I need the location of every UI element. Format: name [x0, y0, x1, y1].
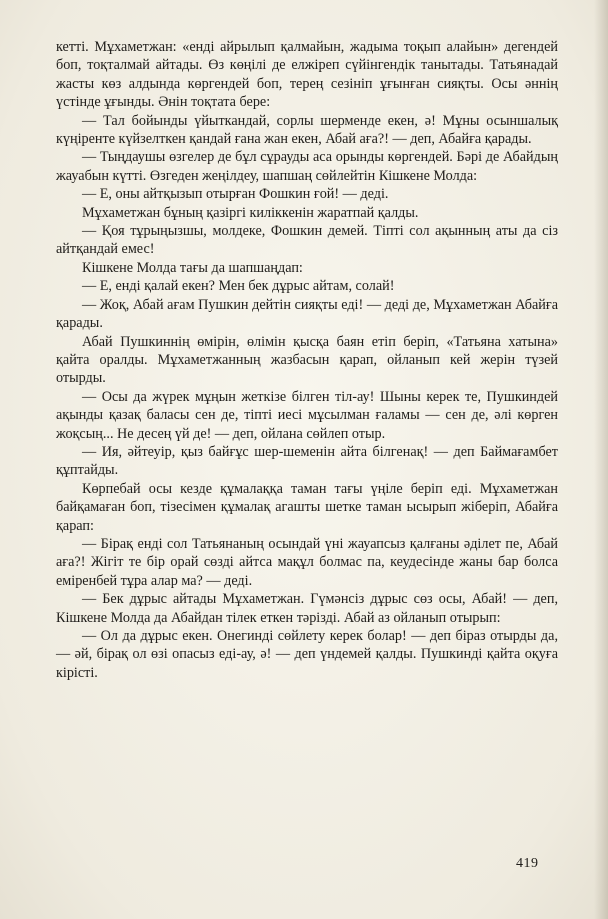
- paragraph: — Ия, әйтеуір, қыз байғұс шер-шеменін айта білгенақ! — деп Баймағамбет құптайды.: [56, 443, 558, 479]
- paragraph: — Осы да жүрек мұңын жеткізе білген тіл-ау! Шыны керек те, Пушкиндей ақынды қазақ баласы сен де, тіпті иесі мұсылман ғаламы — сен де, әлі көрген жоқсың... Не десең үй де! — деп, ойлана сөйлеп отыр.: [56, 388, 558, 442]
- paragraph: — Жоқ, Абай ағам Пушкин дейтін сияқты еді! — деді де, Мұхаметжан Абайға қарады.: [56, 296, 558, 332]
- paragraph: Көрпебай осы кезде құмалаққа таман тағы үңіле беріп еді. Мұхаметжан байқамаған боп, тізесімен құмалақ агашты шетке таман ысырып жіберіп, Абайға қарап:: [56, 480, 558, 534]
- paragraph: — Бірақ енді сол Татьянаның осындай үні жауапсыз қалғаны әділет пе, Абай аға?! Жігіт те бір орай сөзді айтса мақұл болмас па, кеудесінде жаны бар болса еміренбей тұра алар ма? — деді.: [56, 535, 558, 589]
- page-text: [56, 38, 558, 682]
- paragraph: — Қоя тұрыңызшы, молдеке, Фошкин демей. Тіпті сол ақынның аты да сіз айтқандай емес!: [56, 223, 558, 258]
- paragraph: — Тал бойынды үйыткандай, сорлы шерменде екен, ә! Мұны осыншалық күңіренте күйзелткен қандай ғана жан екен, Абай аға?! — деп, Абайға қарады.: [56, 112, 558, 148]
- paragraph: кетті. Мұхаметжан: «енді айрылып қалмайын, жадыма тоқып алайын» дегендей боп, тоқталмай айтады. Өз көңілі де елжіреп сүйінгендік танытады. Татьянадай жасты көз алдында көргендей боп, терең сезініп ұғынған сияқты. Осы әннің үстінде ұғынды. Әнін тоқтата бере:: [56, 39, 558, 111]
- page-edge-shadow: [594, 0, 608, 919]
- paragraph: Кішкене Молда тағы да шапшаңдап:: [82, 259, 303, 276]
- paragraph: — Бек дұрыс айтады Мұхаметжан. Гүмәнсіз дұрыс сөз осы, Абай! — деп, Кішкене Молда да Абайдан тілек еткен тәрізді. Абай аз ойланып отырып:: [56, 591, 558, 626]
- paragraph: — Е, оны айтқызып отырған Фошкин ғой! — деді.: [82, 186, 389, 203]
- paragraph: — Ол да дұрыс екен. Онегинді сөйлету керек болар! — деп біраз отырды да, — әй, бірақ ол өзі опасыз еді-ау, ә! — деп үндемей қалды. Пушкинді қайта оқуға кірісті.: [56, 628, 558, 681]
- paragraph: Абай Пушкиннің өмірін, өлімін қысқа баян етіп беріп, «Татьяна хатына» қайта оралды. Мұхаметжанның жазбасын қарап, ойланып кей жерін түзей отырды.: [56, 333, 558, 387]
- paragraph: — Тыңдаушы өзгелер де бұл сұрауды аса орынды көргендей. Бәрі де Абайдың жауабын күтті. Өзгеден жеңілдеу, шапшаң сөйлейтін Кішкене Молда:: [56, 149, 558, 184]
- paragraph: — Е, енді қалай екен? Мен бек дұрыс айтам, солай!: [82, 278, 395, 295]
- page-number: 419: [516, 856, 539, 871]
- paragraph: Мұхаметжан бұның қазіргі киліккенін жаратпай қалды.: [82, 204, 419, 221]
